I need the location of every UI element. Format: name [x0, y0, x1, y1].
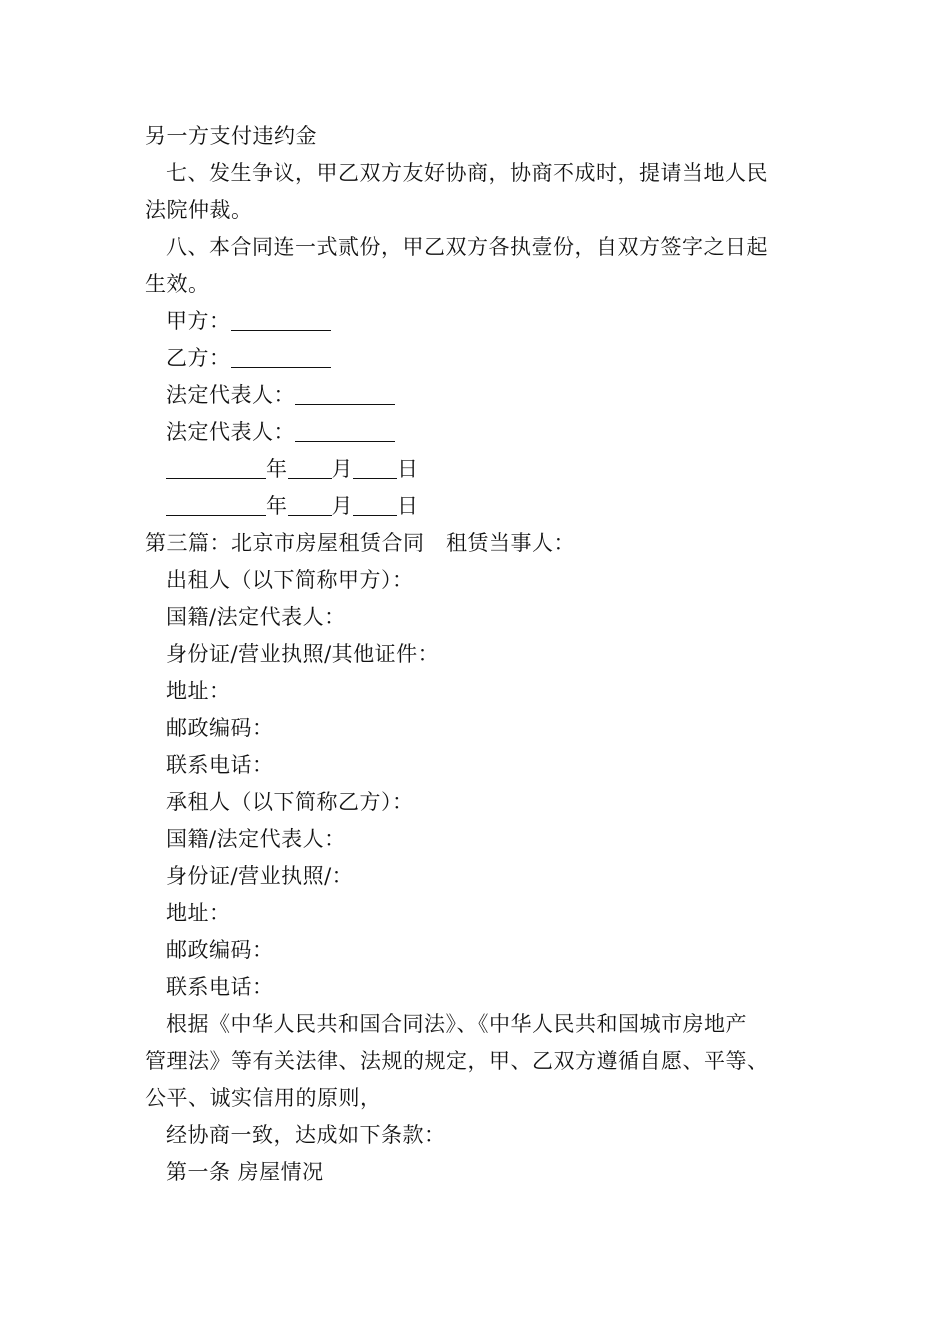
clause-8-line-2: 生效。 [145, 272, 210, 296]
day-label: 日 [397, 457, 419, 481]
signature-blank [231, 345, 331, 368]
clause-8-line-1: 八、本合同连一式贰份，甲乙双方各执壹份，自双方签字之日起 [166, 235, 768, 259]
lessor-nationality: 国籍/法定代表人： [166, 605, 346, 629]
year-label: 年 [266, 457, 288, 481]
date-line-2 [145, 488, 815, 525]
text-line: 另一方支付违约金 [145, 124, 317, 148]
document-page [145, 118, 815, 1191]
signature-blank [295, 419, 395, 442]
lessee-nationality: 国籍/法定代表人： [166, 827, 346, 851]
month-blank [288, 493, 332, 516]
agreement-line: 经协商一致，达成如下条款： [166, 1123, 446, 1147]
legal-basis-line-2: 管理法》等有关法律、法规的规定，甲、乙双方遵循自愿、平等、 [145, 1049, 769, 1073]
legal-rep-label: 法定代表人： [166, 383, 295, 407]
party-a-label: 甲方： [166, 309, 231, 333]
lessor-address: 地址： [166, 679, 231, 703]
year-blank [166, 456, 266, 479]
legal-basis-line-3: 公平、诚实信用的原则， [145, 1086, 382, 1110]
legal-basis-line-1: 根据《中华人民共和国合同法》、《中华人民共和国城市房地产 [166, 1012, 747, 1036]
lessee-id: 身份证/营业执照/： [166, 864, 354, 888]
signature-blank [295, 382, 395, 405]
lessor-heading: 出租人（以下简称甲方）： [166, 568, 414, 592]
signature-blank [231, 308, 331, 331]
article-1-heading: 第一条 房屋情况 [166, 1160, 324, 1184]
day-label: 日 [397, 494, 419, 518]
year-blank [166, 493, 266, 516]
lessee-address: 地址： [166, 901, 231, 925]
lessor-phone: 联系电话： [166, 753, 274, 777]
party-b-label: 乙方： [166, 346, 231, 370]
party-b-signature-line [145, 340, 815, 377]
lessee-phone: 联系电话： [166, 975, 274, 999]
clause-7-line-2: 法院仲裁。 [145, 198, 253, 222]
month-blank [288, 456, 332, 479]
day-blank [353, 493, 397, 516]
lessor-id: 身份证/营业执照/其他证件： [166, 642, 440, 666]
year-label: 年 [266, 494, 288, 518]
legal-rep-label: 法定代表人： [166, 420, 295, 444]
lessor-postcode: 邮政编码： [166, 716, 274, 740]
chapter-3-heading: 第三篇：北京市房屋租赁合同 租赁当事人： [145, 531, 575, 555]
month-label: 月 [331, 457, 353, 481]
legal-rep-line-2 [145, 414, 815, 451]
lessee-postcode: 邮政编码： [166, 938, 274, 962]
clause-7-line-1: 七、发生争议，甲乙双方友好协商，协商不成时，提请当地人民 [166, 161, 768, 185]
legal-rep-line-1 [145, 377, 815, 414]
party-a-signature-line [145, 303, 815, 340]
lessee-heading: 承租人（以下简称乙方）： [166, 790, 414, 814]
day-blank [353, 456, 397, 479]
month-label: 月 [331, 494, 353, 518]
date-line-1 [145, 451, 815, 488]
